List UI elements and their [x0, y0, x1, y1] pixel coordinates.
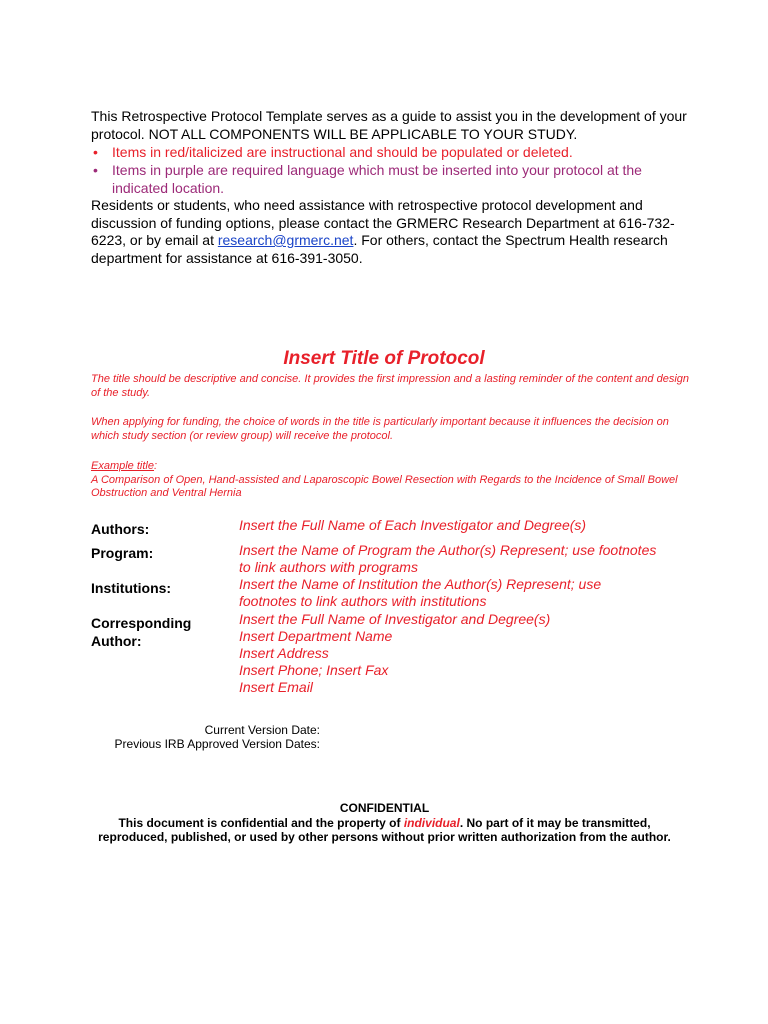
confidential-body: [91, 816, 678, 845]
confidential-text-pre: This document is confidential and the property of: [118, 815, 404, 830]
authors-value: Insert the Full Name of Each Investigator and Degree(s): [239, 517, 587, 533]
legend-red-text: Items in red/italicized are instructional and should be populated or deleted.: [112, 144, 573, 160]
legend-item-red: [91, 143, 691, 161]
confidential-notice: [91, 801, 678, 845]
example-title-label-line: [91, 460, 691, 474]
legend-item-purple: [91, 161, 691, 197]
bullet-icon: •: [93, 162, 98, 178]
bullet-icon: •: [93, 144, 98, 160]
previous-irb-version-dates: Previous IRB Approved Version Dates:: [114, 737, 320, 751]
legend-purple-text: Items in purple are required language which must be inserted into your protocol at the indicated location.: [112, 162, 642, 196]
contact-text-post: . For others, contact the Spectrum Health research department for assistance at 616-391-3050.: [91, 232, 668, 266]
contact-paragraph: [91, 197, 691, 267]
corresponding-address: Insert Address: [239, 645, 329, 661]
legend-list: [91, 143, 691, 197]
example-title-block: [91, 460, 691, 501]
protocol-title: Insert Title of Protocol: [283, 348, 485, 369]
corresponding-phone-fax: Insert Phone; Insert Fax: [239, 662, 389, 678]
example-title-label: Example title: [91, 460, 154, 472]
contact-text-pre: Residents or students, who need assistance with retrospective protocol development and discussion of funding options, please contact the GRMERC Research Department at 616-732-6223, or by email at: [91, 197, 675, 248]
corresponding-author-label: Corresponding Author:: [91, 615, 192, 649]
current-version-date: Current Version Date:: [204, 723, 320, 737]
example-title-text: A Comparison of Open, Hand-assisted and Laparoscopic Bowel Resection with Regards to the Incidence of Small Bowel Obstruction and Ventral Hernia: [91, 473, 678, 499]
title-instruction-1: [91, 373, 691, 400]
program-value: Insert the Name of Program the Author(s) Represent; use footnotes to link authors with programs: [239, 542, 657, 575]
title-instruction-2-text: When applying for funding, the choice of words in the title is particularly important because it influences the decision on which study section (or review group) will receive the protocol.: [91, 416, 669, 442]
intro-section: [91, 108, 691, 267]
title-instruction-1-text: The title should be descriptive and concise. It provides the first impression and a lasting reminder of the content and design of the study.: [91, 373, 690, 399]
corresponding-name: Insert the Full Name of Investigator and Degree(s): [239, 611, 551, 627]
authors-label: Authors:: [91, 521, 150, 537]
confidential-text-post: . No part of it may be transmitted, reproduced, published, or used by other persons without prior written authorization from the author.: [98, 815, 671, 844]
intro-paragraph: This Retrospective Protocol Template serves as a guide to assist you in the development of your protocol. NOT ALL COMPONENTS WILL BE APPLICABLE TO YOUR STUDY.: [91, 108, 687, 142]
program-label: Program:: [91, 545, 154, 561]
example-title-colon: :: [153, 460, 158, 472]
confidential-owner: individual: [403, 815, 460, 830]
institutions-value: Insert the Name of Institution the Author(s) Represent; use footnotes to link authors with institutions: [239, 576, 602, 609]
title-instruction-2: [91, 416, 691, 443]
confidential-heading: CONFIDENTIAL: [339, 801, 430, 815]
corresponding-department: Insert Department Name: [239, 628, 393, 644]
institutions-label: Institutions:: [91, 580, 172, 596]
corresponding-email: Insert Email: [239, 679, 313, 695]
email-link[interactable]: research@grmerc.net: [217, 232, 354, 248]
corresponding-author-block: [239, 611, 659, 696]
